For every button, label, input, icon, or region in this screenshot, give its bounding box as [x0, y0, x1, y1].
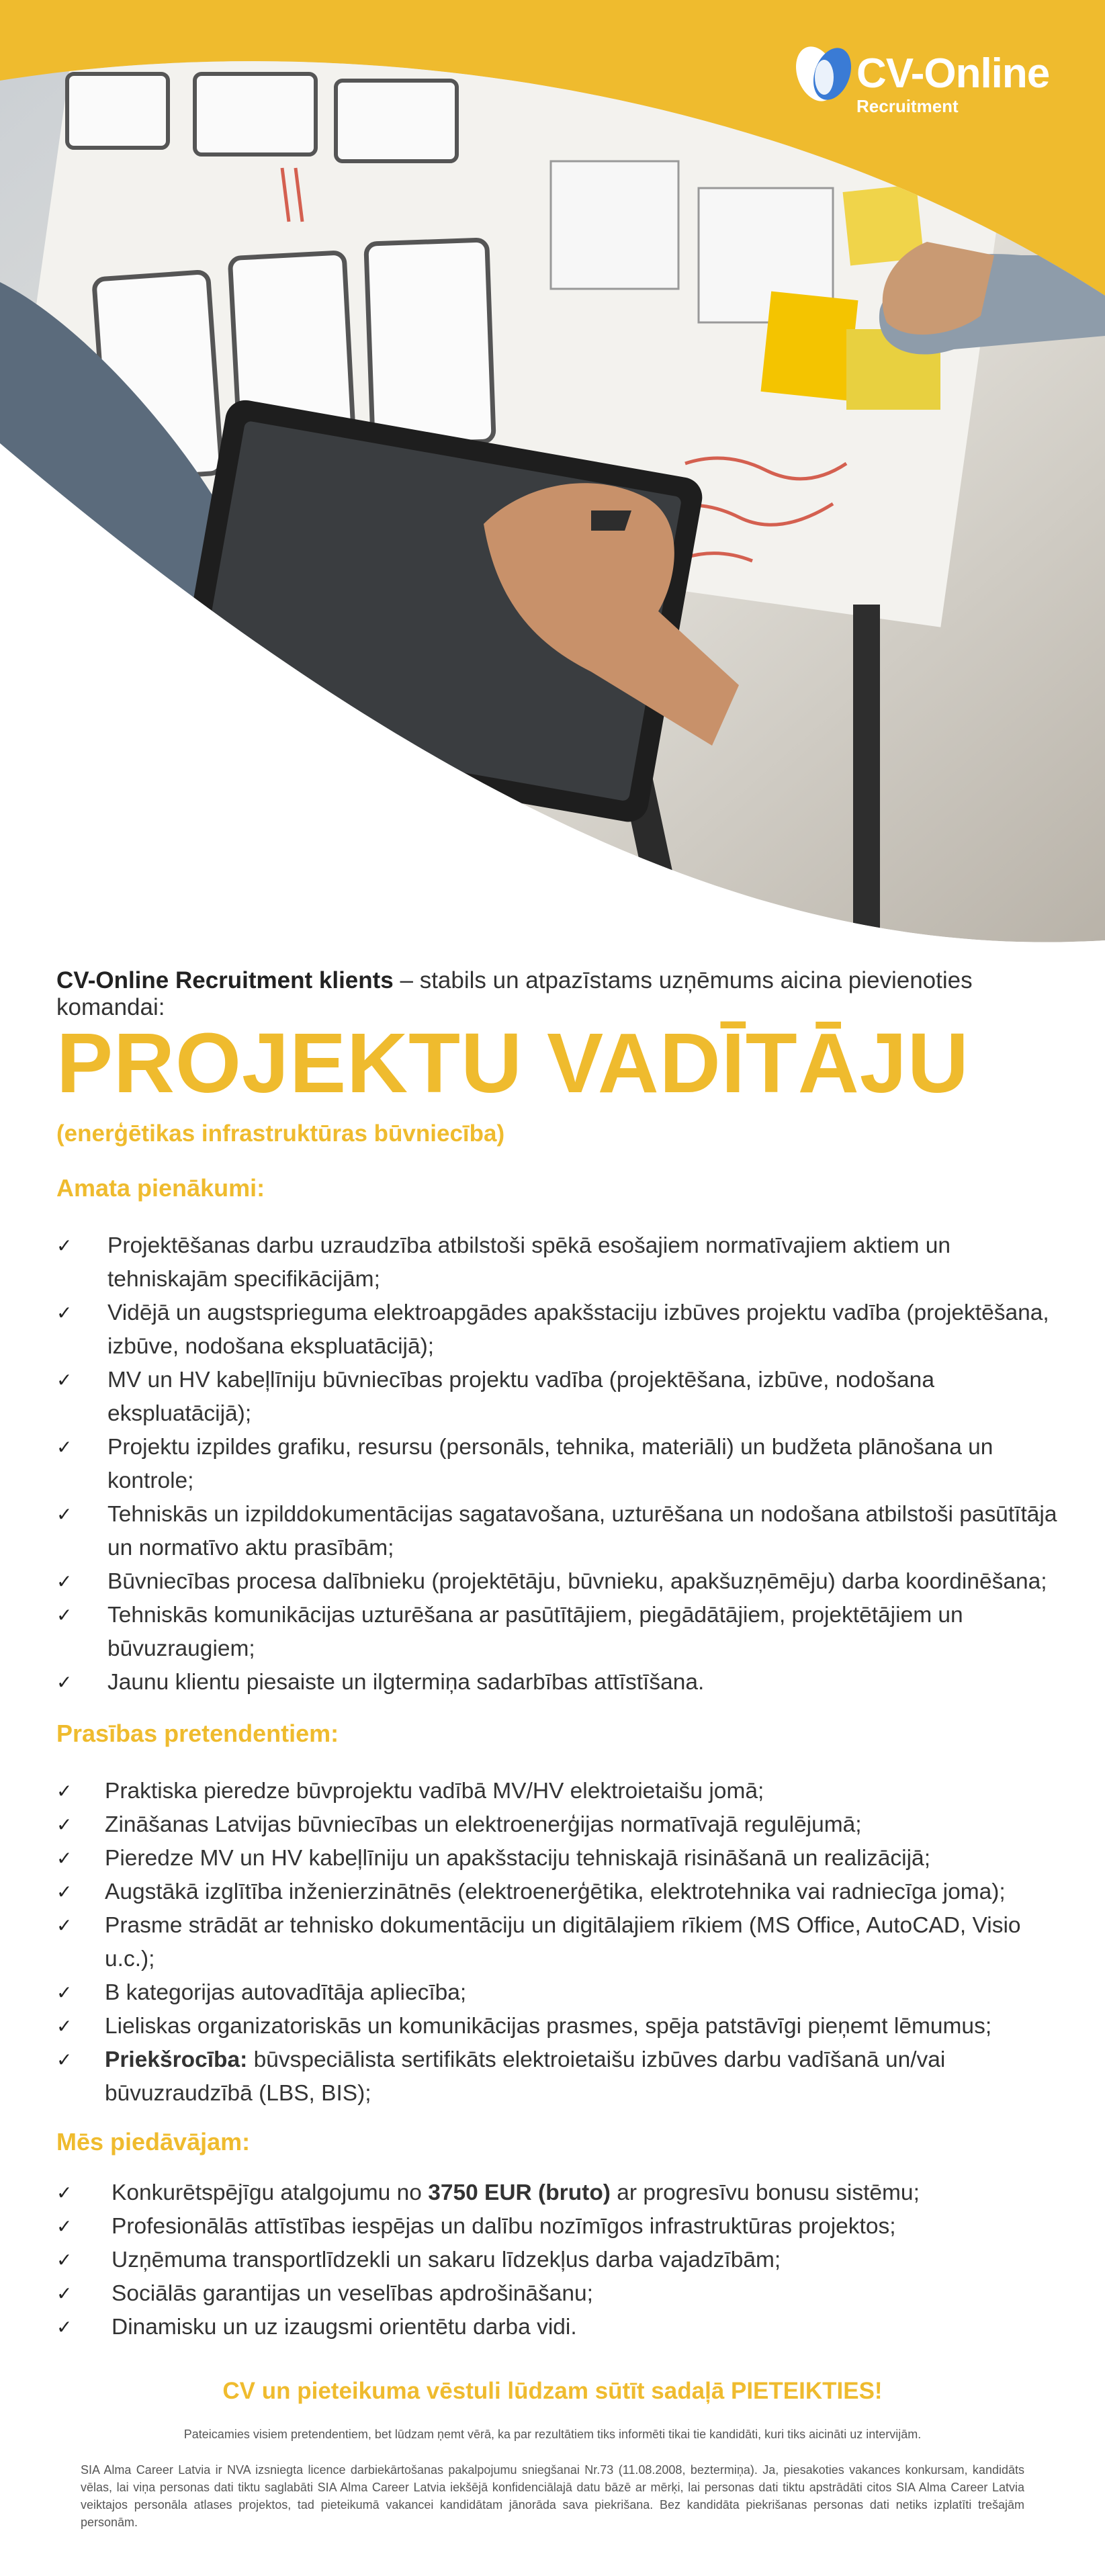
logo-sub-text: Recruitment [856, 96, 959, 116]
advantage-label: Priekšrocība: [105, 2047, 248, 2072]
list-item: ✓ Dinamisku un uz izaugsmi orientētu darba vidi. [56, 2311, 1064, 2344]
logo-brand-text: CV-Online [856, 50, 1050, 97]
thanks-note: Pateicamies visiem pretendentiem, bet lūdzam ņemt vērā, ka par rezultātiem tiks informēti tikai tie kandidāti, kuri tiks aicināti uz intervijām. [183, 2428, 922, 2441]
list-item [56, 2043, 1064, 2111]
check-icon: ✓ [56, 1369, 73, 1391]
check-icon: ✓ [56, 1570, 73, 1593]
check-icon: ✓ [56, 1914, 73, 1937]
check-icon: ✓ [56, 1780, 73, 1802]
cv-online-logo[interactable] [789, 40, 1058, 116]
job-title: PROJEKTU VADĪTĀJU [56, 1016, 969, 1110]
list-item: ✓ MV un HV kabeļlīniju būvniecības projektu vadība (projektēšana, izbūve, nodošana ekspluatācijā); [56, 1364, 1064, 1431]
requirements-heading: Prasības pretendentiem: [56, 1720, 339, 1747]
check-icon: ✓ [56, 1503, 73, 1525]
check-icon: ✓ [56, 1671, 73, 1693]
hero-banner [0, 0, 1105, 954]
legal-disclaimer: SIA Alma Career Latvia ir NVA izsniegta licence darbiekārtošanas pakalpojumu sniegšanai Nr.73 (11.08.2008, beztermiņa). Ja, piesakoties vakances konkursam, kandidāts vēlas, lai viņa personas dati tiktu saglabāti SIA Alma Career Latvia iekšējā konfidenciālajā datu bāzē ar mērķi, lai personas dati tiktu apstrādāti citos SIA Alma Career Latvia veiktajos personāla atlases projektos, tad pieteikumā vakancei kandidātam jānorāda sava piekrišana. Bez kandidāta piekrišanas personas dati netiks izplatīti trešajām personām. [81, 2463, 1024, 2529]
check-icon: ✓ [56, 2249, 73, 2271]
duties-heading: Amata pienākumi: [56, 1174, 265, 1202]
list-item: ✓ B kategorijas autovadītāja apliecība; [56, 1976, 1064, 2010]
check-icon: ✓ [56, 2215, 73, 2237]
check-icon: ✓ [56, 2316, 73, 2338]
list-item: ✓ Vidējā un augstsprieguma elektroapgādes apakšstaciju izbūves projektu vadība (projektēšana, izbūve, nodošana ekspluatācijā); [56, 1296, 1064, 1364]
list-item: ✓ Augstākā izglītība inženierzinātnēs (elektroenerģētika, elektrotehnika vai radniecīga joma); [56, 1875, 1064, 1909]
intro-text: – stabils un atpazīstams uzņēmums aicina pievienoties komandai: [56, 967, 973, 1020]
list-item: ✓ Tehniskās komunikācijas uzturēšana ar pasūtītājiem, piegādātājiem, projektētājiem un būvuzraugiem; [56, 1599, 1064, 1666]
offer-list [56, 2176, 1064, 2344]
list-item: ✓ Projektēšanas darbu uzraudzība atbilstoši spēkā esošajiem normatīvajiem aktiem un tehniskajām specifikācijām; [56, 1229, 1064, 1296]
check-icon: ✓ [56, 1604, 73, 1626]
check-icon: ✓ [56, 2049, 73, 2071]
offer-heading: Mēs piedāvājam: [56, 2128, 251, 2156]
salary-amount: 3750 EUR (bruto) [428, 2180, 611, 2205]
list-item: ✓ Jaunu klientu piesaiste un ilgtermiņa sadarbības attīstīšana. [56, 1666, 1064, 1699]
list-item: ✓ Lieliskas organizatoriskās un komunikācijas prasmes, spēja patstāvīgi pieņemt lēmumus; [56, 2010, 1064, 2043]
list-item: ✓ Uzņēmuma transportlīdzekli un sakaru līdzekļus darba vajadzībām; [56, 2244, 1064, 2277]
check-icon: ✓ [56, 2282, 73, 2305]
check-icon: ✓ [56, 2015, 73, 2037]
list-item: ✓ Konkurētspējīgu atalgojumu no 3750 EUR (bruto) ar progresīvu bonusu sistēmu; [56, 2176, 1064, 2210]
list-item: ✓ Sociālās garantijas un veselības apdrošināšanu; [56, 2277, 1064, 2311]
list-item: ✓ Zināšanas Latvijas būvniecības un elektroenerģijas normatīvajā regulējumā; [56, 1808, 1064, 1842]
intro-line [56, 967, 1064, 1021]
hero-illustration [0, 0, 1105, 954]
intro-company: CV-Online Recruitment klients [56, 967, 394, 993]
list-item: ✓ Profesionālās attīstības iespējas un dalību nozīmīgos infrastruktūras projektos; [56, 2210, 1064, 2244]
check-icon: ✓ [56, 1235, 73, 1257]
logo-icon [789, 40, 856, 107]
requirements-list [56, 1775, 1064, 2111]
apply-call-to-action[interactable]: CV un pieteikuma vēstuli lūdzam sūtīt sadaļā PIETEIKTIES! [222, 2378, 883, 2404]
check-icon: ✓ [56, 1881, 73, 1903]
list-item: ✓ Pieredze MV un HV kabeļlīniju un apakšstaciju tehniskajā risināšanā un realizācijā; [56, 1842, 1064, 1875]
check-icon: ✓ [56, 2182, 73, 2204]
check-icon: ✓ [56, 1982, 73, 2004]
check-icon: ✓ [56, 1302, 73, 1324]
duties-list [56, 1229, 1064, 1699]
list-item: ✓ Prasme strādāt ar tehnisko dokumentāciju un digitālajiem rīkiem (MS Office, AutoCAD, Visio u.c.); [56, 1909, 1064, 1976]
check-icon: ✓ [56, 1814, 73, 1836]
advantage-text: būvspeciālista sertifikāts elektroietaišu izbūves darbu vadīšanā un/vai būvuzraudzībā (LBS, BIS); [105, 2047, 946, 2106]
list-item: ✓ Būvniecības procesa dalībnieku (projektētāju, būvnieku, apakšuzņēmēju) darba koordinēšana; [56, 1565, 1064, 1599]
check-icon: ✓ [56, 1847, 73, 1869]
list-item: ✓ Praktiska pieredze būvprojektu vadībā MV/HV elektroietaišu jomā; [56, 1775, 1064, 1808]
check-icon: ✓ [56, 1436, 73, 1458]
job-subtitle: (enerģētikas infrastruktūras būvniecība) [56, 1120, 505, 1147]
list-item: ✓ Tehniskās un izpilddokumentācijas sagatavošana, uzturēšana un nodošana atbilstoši pasūtītāja un normatīvo aktu prasībām; [56, 1498, 1064, 1565]
list-item: ✓ Projektu izpildes grafiku, resursu (personāls, tehnika, materiāli) un budžeta plānošana un kontrole; [56, 1431, 1064, 1498]
